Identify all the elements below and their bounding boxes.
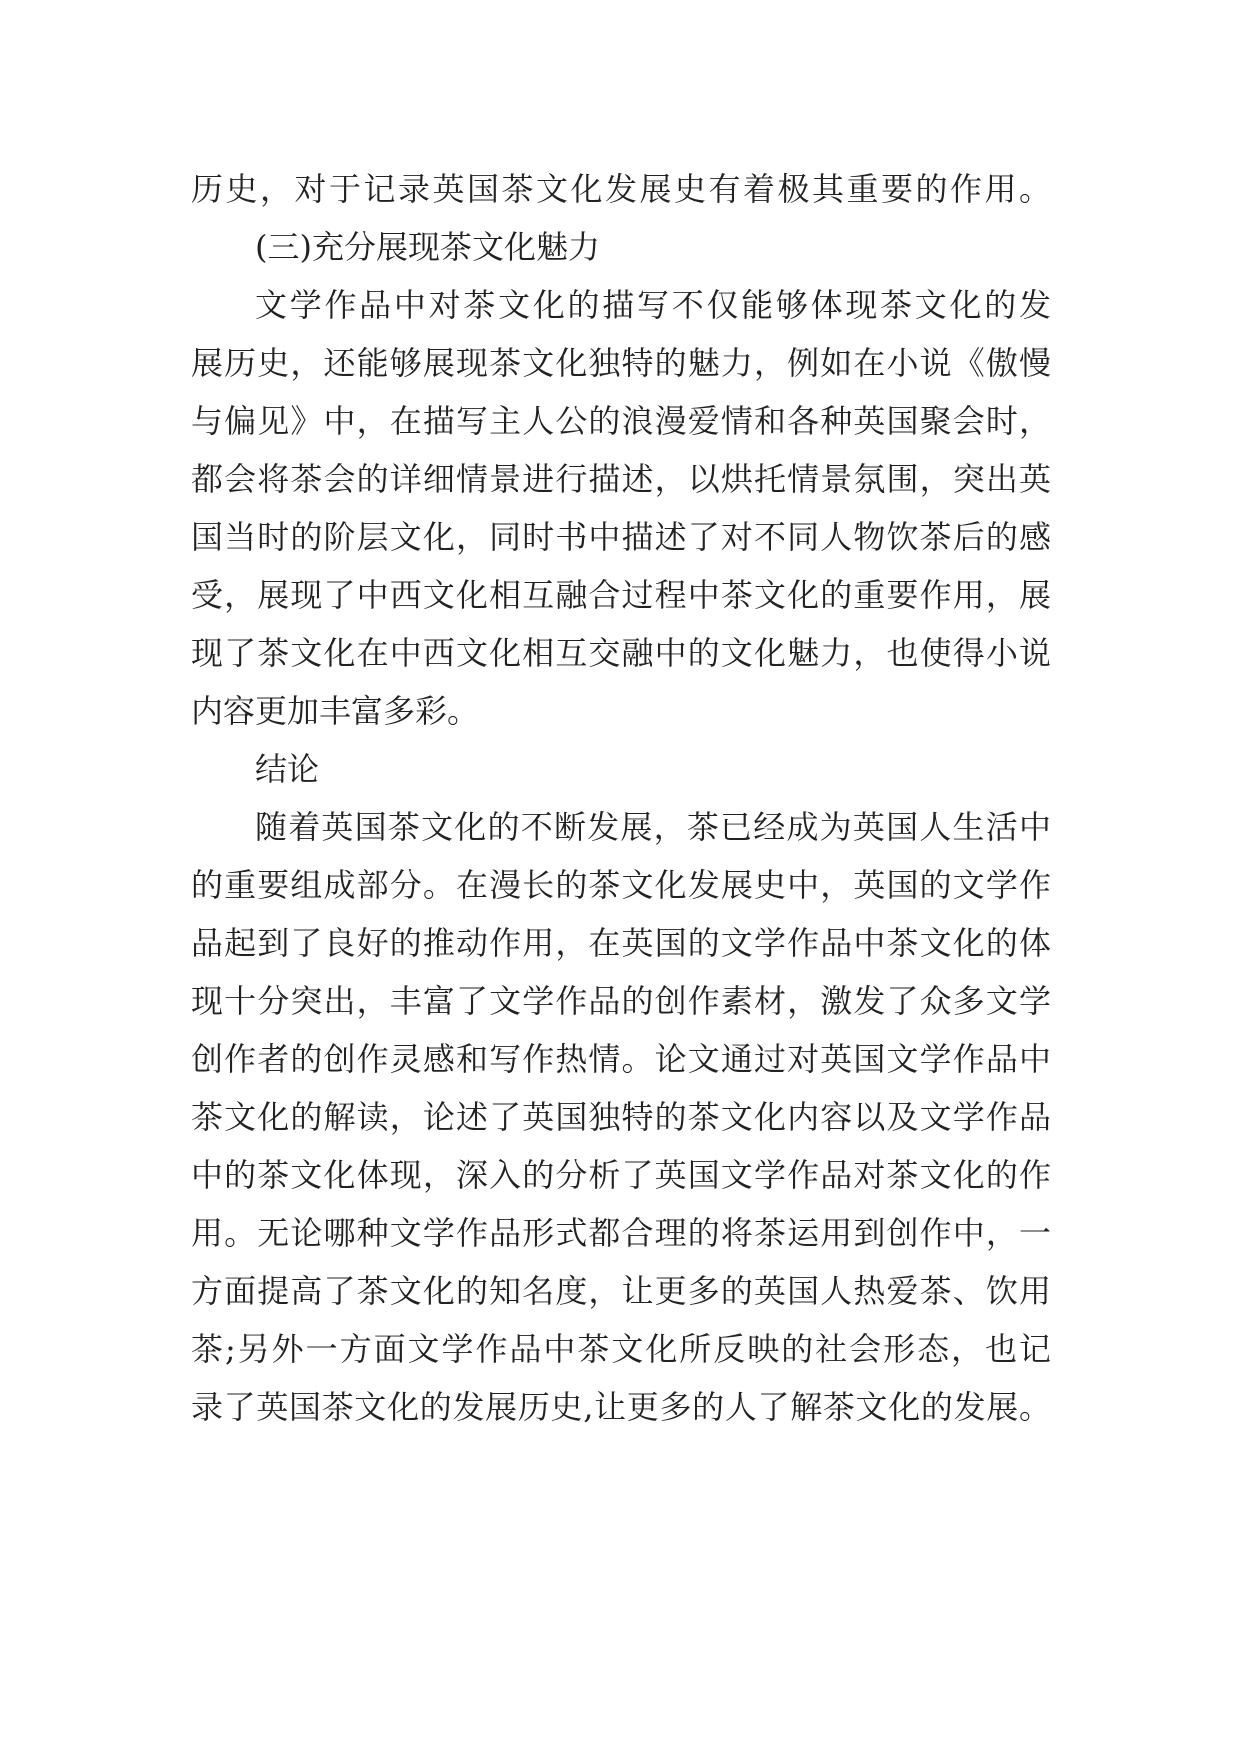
text-line: 随着英国茶文化的不断发展，茶已经成为英国人生活中 xyxy=(255,808,1051,846)
text-line: 国当时的阶层文化，同时书中描述了对不同人物饮茶后的感 xyxy=(191,518,1051,556)
text-line: 展历史，还能够展现茶文化独特的魅力，例如在小说《傲慢 xyxy=(191,344,1051,382)
text-line: 与偏见》中，在描写主人公的浪漫爱情和各种英国聚会时， xyxy=(191,402,1051,440)
body-text xyxy=(191,160,1051,1436)
text-line: 受，展现了中西文化相互融合过程中茶文化的重要作用，展 xyxy=(191,576,1051,614)
text-line: 历史，对于记录英国茶文化发展史有着极其重要的作用。 xyxy=(191,170,1051,208)
text-line: 用。无论哪种文学作品形式都合理的将茶运用到创作中，一 xyxy=(191,1214,1051,1252)
text-line: 现十分突出，丰富了文学作品的创作素材，激发了众多文学 xyxy=(191,982,1051,1020)
text-line: 茶;另外一方面文学作品中茶文化所反映的社会形态，也记 xyxy=(191,1330,1051,1368)
text-line: 创作者的创作灵感和写作热情。论文通过对英国文学作品中 xyxy=(191,1040,1051,1078)
text-line: 的重要组成部分。在漫长的茶文化发展史中，英国的文学作 xyxy=(191,866,1051,904)
text-line: 录了英国茶文化的发展历史,让更多的人了解茶文化的发展。 xyxy=(191,1388,1051,1426)
text-line: 中的茶文化体现，深入的分析了英国文学作品对茶文化的作 xyxy=(191,1156,1051,1194)
text-line: 结论 xyxy=(255,750,320,788)
text-line: 内容更加丰富多彩。 xyxy=(191,692,480,730)
text-line: 都会将茶会的详细情景进行描述，以烘托情景氛围，突出英 xyxy=(191,460,1051,498)
text-line: 现了茶文化在中西文化相互交融中的文化魅力，也使得小说 xyxy=(191,634,1051,672)
text-line: 文学作品中对茶文化的描写不仅能够体现茶文化的发 xyxy=(255,286,1051,324)
text-line: 品起到了良好的推动作用，在英国的文学作品中茶文化的体 xyxy=(191,924,1051,962)
text-line: 茶文化的解读，论述了英国独特的茶文化内容以及文学作品 xyxy=(191,1098,1051,1136)
text-line: (三)充分展现茶文化魅力 xyxy=(255,228,600,266)
text-line: 方面提高了茶文化的知名度，让更多的英国人热爱茶、饮用 xyxy=(191,1272,1051,1310)
